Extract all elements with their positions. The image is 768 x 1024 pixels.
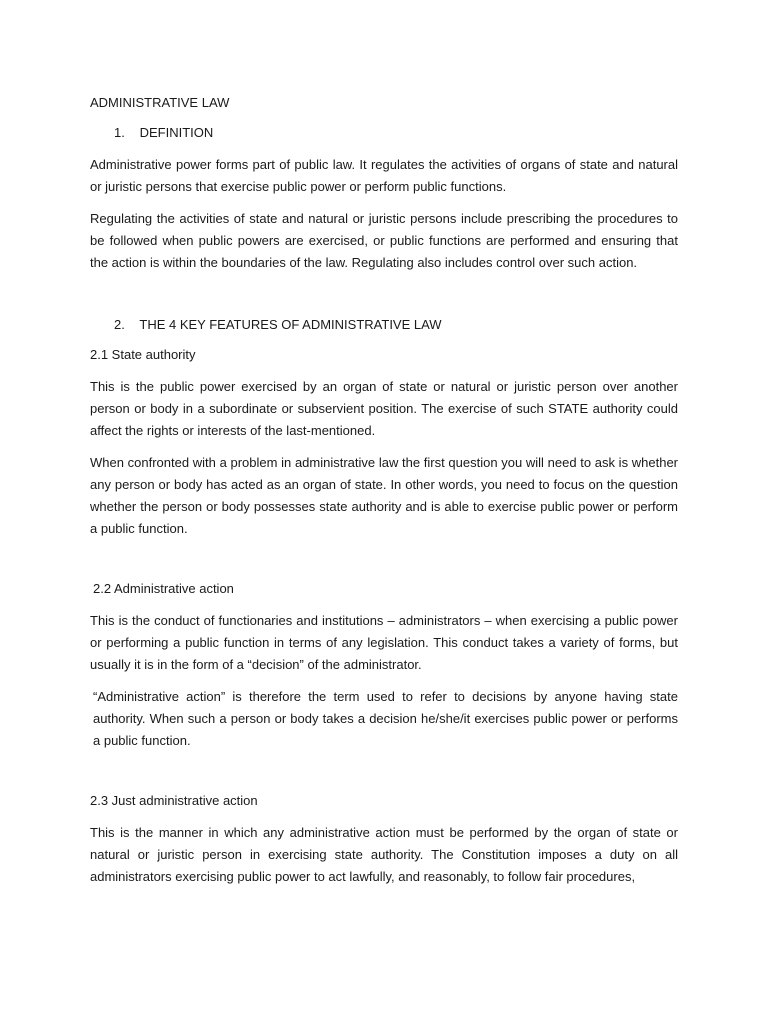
paragraph: This is the manner in which any administrative action must be performed by the organ of state or natural or juristic person in exercising state authority. The Constitution imposes a duty on all administrators exercising public power to act lawfully, and reasonably, to follow fair procedures, xyxy=(90,825,678,884)
subsection-heading-state-authority: 2.1 State authority xyxy=(90,347,196,362)
paragraph: When confronted with a problem in administrative law the first question you will need to ask is whether any person or body has acted as an organ of state. In other words, you need to focus on the question whether the person or body possesses state authority and is able to exercise public power or perform a public function. xyxy=(90,455,678,536)
subsection-heading-administrative-action: 2.2 Administrative action xyxy=(93,581,234,596)
paragraph: Regulating the activities of state and natural or juristic persons include prescribing the procedures to be followed when public powers are exercised, or public functions are performed and ensuring that the action is within the boundaries of the law. Regulating also includes control over such action. xyxy=(90,211,678,270)
paragraph: Administrative power forms part of public law. It regulates the activities of organs of state and natural or juristic persons that exercise public power or perform public functions. xyxy=(90,157,678,194)
subsection-heading-just-administrative-action: 2.3 Just administrative action xyxy=(90,793,258,808)
section-number: 2. xyxy=(114,317,125,332)
paragraph: This is the public power exercised by an organ of state or natural or juristic person over another person or body in a subordinate or subservient position. The exercise of such STATE authority could affect the rights or interests of the last-mentioned. xyxy=(90,379,678,438)
section-number: 1. xyxy=(114,125,125,140)
section-heading-definition xyxy=(114,124,678,142)
spacer xyxy=(90,284,678,316)
paragraph: This is the conduct of functionaries and institutions – administrators – when exercising a public power or performing a public function in terms of any legislation. This conduct takes a variety of forms, but usually it is in the form of a “decision” of the administrator. xyxy=(90,613,678,672)
section-heading-text: DEFINITION xyxy=(139,125,214,140)
spacer xyxy=(90,550,678,580)
section-heading-key-features xyxy=(114,316,678,334)
spacer xyxy=(90,762,678,792)
paragraph: “Administrative action” is therefore the term used to refer to decisions by anyone having state authority. When such a person or body takes a decision he/she/it exercises public power or performs a public function. xyxy=(93,689,678,748)
document-body xyxy=(90,94,678,898)
document-title: ADMINISTRATIVE LAW xyxy=(90,95,230,110)
section-heading-text: THE 4 KEY FEATURES OF ADMINISTRATIVE LAW xyxy=(139,317,442,332)
